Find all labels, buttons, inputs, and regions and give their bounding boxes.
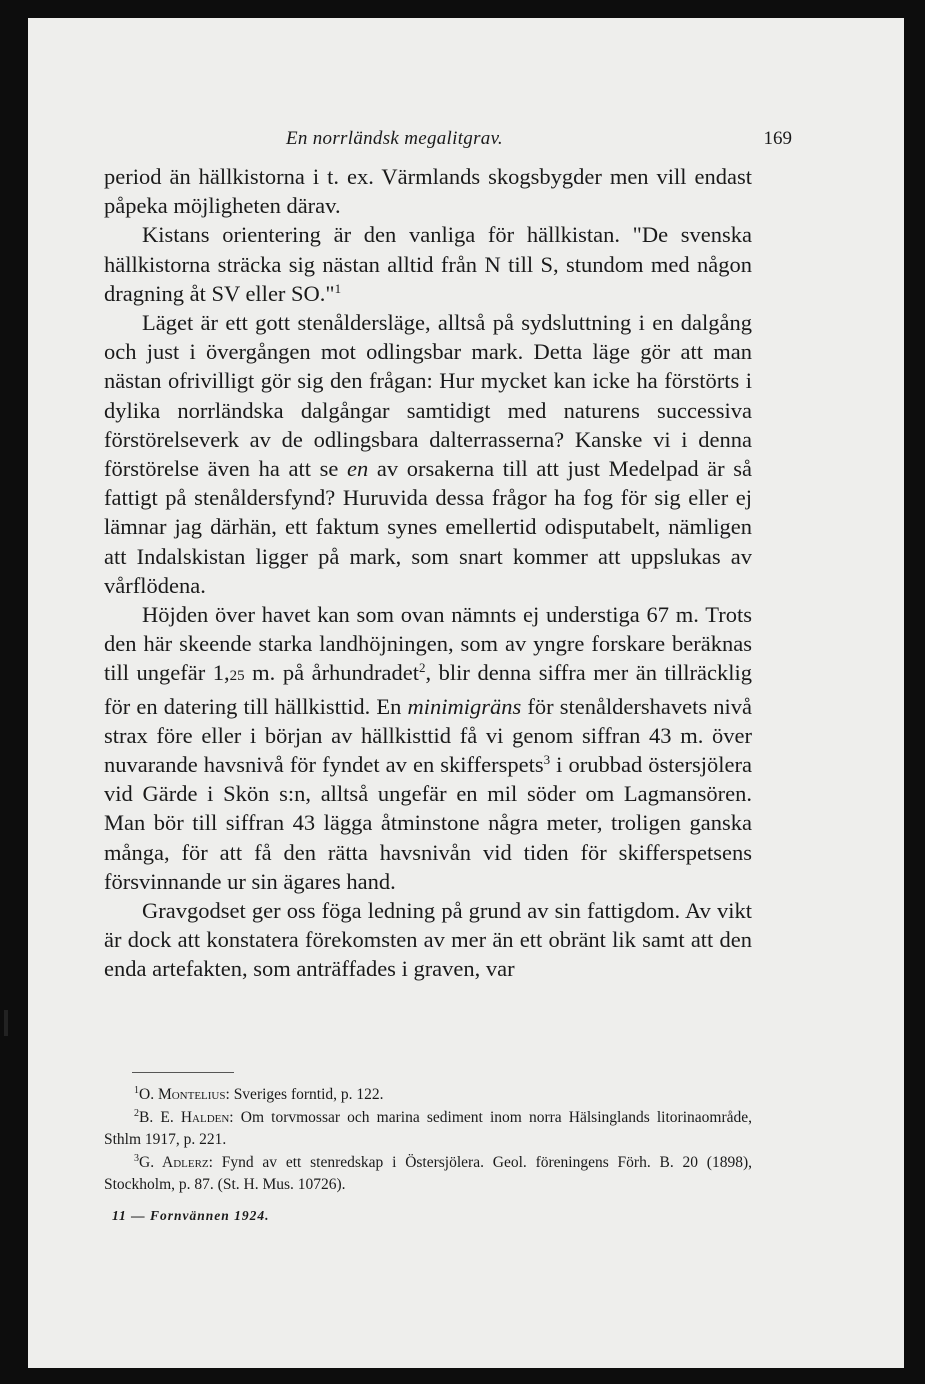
footnote-rule: [132, 1072, 234, 1073]
scan-edge-mark: [4, 1010, 8, 1036]
book-page: [28, 18, 904, 1368]
footnote-3-number: 3: [134, 1152, 139, 1164]
paragraph-4-decimal: 25: [229, 668, 245, 685]
footnote-1-author: O. Montelius:: [139, 1086, 230, 1103]
paragraph-5-text: Gravgodset ger oss föga ledning på grund av sin fattigdom. Av vikt är dock att konstatera förekomsten av mer än ett obränt lik samt att den enda artefakten, som anträffades i graven, var: [104, 898, 752, 982]
paragraph-3-emphasis: en: [346, 456, 369, 482]
footnote-3-author: G. Adlerz:: [139, 1153, 213, 1171]
footnote-1: [104, 1084, 752, 1107]
footnote-3: [104, 1152, 752, 1197]
paragraph-3-text-a: Läget är ett gott stenåldersläge, alltså på sydsluttning i en dalgång och just i övergången mot odlingsbar mark. Detta läge gör att man nästan ofrivilligt gör sig den frågan: Hur mycket kan icke ha förstörts i dylika norrländska dalgångar samtidigt med naturens successiva förstörelseverk av de odlingsbara dalterrasserna? Kanske vi i denna förstörelse även ha att se: [104, 310, 752, 482]
paragraph-4-text-c: , blir denna siffra mer än tillräcklig för en datering till hällkisttid. En: [104, 660, 753, 719]
footnote-2-text: Om torvmossar och marina sediment inom norra Hälsinglands litorinaområde, Sthlm 1917, p. 221.: [104, 1108, 752, 1148]
paragraph-2: [104, 220, 752, 308]
paragraph-1-text: period än hällkistorna i t. ex. Värmlands skogsbygder men vill endast påpeka möjligheten därav.: [104, 164, 752, 219]
body-text: [104, 162, 752, 984]
paragraph-3-text-b: av orsakerna till att just Medelpad är så fattigt på stenåldersfynd? Huruvida dessa frågor ha fog för sig eller ej lämnar jag därhän, ett faktum synes emellertid odisputabelt, nämligen att Indalskistan ligger på mark, som snart kommer att uppslukas av vårflödena.: [104, 456, 753, 598]
footnote-2-number: 2: [134, 1107, 139, 1119]
footnote-2-author: B. E. Halden:: [139, 1108, 234, 1126]
page-header: [28, 124, 904, 154]
footnote-2: [104, 1107, 752, 1152]
paragraph-4-emphasis: minimigräns: [407, 693, 522, 719]
paragraph-4-text-e: i orubbad östersjölera vid Gärde i Skön s:n, alltså ungefär en mil söder om Lagmansören. Man bör till siffran 43 lägga åtminstone några meter, troligen ganska många, för att få den rätta havsnivån vid tiden för skifferspetsens försvinnande ur sin ägares hand.: [104, 752, 752, 894]
running-title: En norrländsk megalitgrav.: [286, 128, 503, 149]
page-number: 169: [763, 128, 792, 149]
footnote-3-text: Fynd av ett stenredskap i Östersjölera. Geol. föreningens Förh. B. 20 (1898), Stockholm, p. 87. (St. H. Mus. 10726).: [104, 1153, 752, 1193]
footnote-1-text: Sveriges forntid, p. 122.: [233, 1086, 384, 1103]
paragraph-1: [104, 162, 752, 220]
footnote-ref-2: 2: [419, 660, 426, 676]
footnotes: [104, 1084, 752, 1197]
paragraph-5: [104, 896, 752, 984]
paragraph-2-text: Kistans orientering är den vanliga för hällkistan. "De svenska hällkistorna sträcka sig nästan alltid från N till S, stundom med någon dragning åt SV eller SO.": [104, 222, 752, 306]
paragraph-4: [104, 600, 752, 896]
paragraph-4-text-b: m. på århundradet: [252, 660, 420, 686]
footnote-ref-3: 3: [543, 752, 551, 768]
footnote-ref-1: 1: [334, 280, 342, 296]
paragraph-4-text-a: Höjden över havet kan som ovan nämnts ej understiga 67 m. Trots den här skeende starka landhöjningen, som av yngre forskare beräknas till ungefär 1,: [104, 602, 752, 686]
signature-mark: 11 — Fornvännen 1924.: [112, 1208, 270, 1223]
footnote-1-number: 1: [134, 1085, 139, 1096]
paragraph-3: [104, 308, 752, 600]
paragraph-4-text-d: för stenåldershavets nivå strax före eller i början av hällkisttid få vi genom siffran 43 m. över nuvarande havsnivå för fyndet av en skifferspets: [104, 693, 752, 778]
